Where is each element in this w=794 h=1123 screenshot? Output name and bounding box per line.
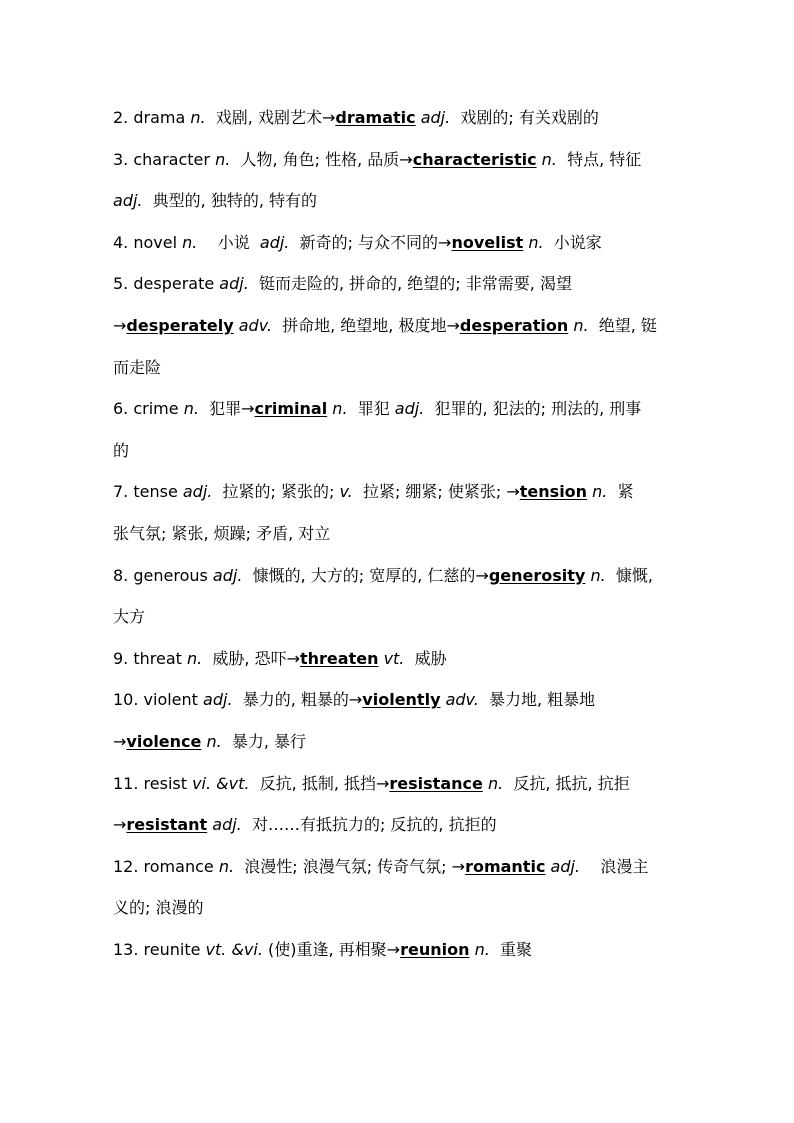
part-of-speech: n. xyxy=(182,232,198,252)
part-of-speech: adj. xyxy=(113,191,143,211)
part-of-speech: n. xyxy=(215,149,231,169)
text-segment: 小说 xyxy=(197,232,260,252)
text-segment: → xyxy=(113,815,127,835)
derived-word: generosity xyxy=(488,565,586,585)
text-segment: 暴力地, 粗暴地 xyxy=(478,690,596,710)
text-line xyxy=(113,887,693,929)
text-segment: 9. threat xyxy=(113,648,187,668)
text-line xyxy=(113,430,693,472)
part-of-speech: adj. xyxy=(550,856,581,876)
text-segment: 而走险 xyxy=(113,357,162,377)
text-segment: 小说家 xyxy=(543,232,602,252)
text-segment: 4. novel xyxy=(113,232,183,252)
text-segment: 浪漫主 xyxy=(580,856,649,876)
text-segment: 罪犯 xyxy=(347,399,395,419)
text-segment: 铤而走险的, 拼命的, 绝望的; 非常需要, 渴望 xyxy=(248,274,572,294)
part-of-speech: adj. xyxy=(203,690,233,710)
derived-word: violently xyxy=(362,690,441,710)
text-line xyxy=(113,596,693,638)
part-of-speech: n. xyxy=(183,399,199,419)
part-of-speech: n. xyxy=(573,315,589,335)
text-segment: 紧 xyxy=(607,482,634,502)
vocabulary-list xyxy=(113,97,693,970)
text-line xyxy=(113,347,693,389)
part-of-speech: vt. &vi. xyxy=(205,939,263,959)
part-of-speech: adj. xyxy=(212,815,242,835)
derived-word: criminal xyxy=(254,399,328,419)
text-segment: 大方 xyxy=(113,607,146,627)
text-line xyxy=(113,513,693,555)
text-segment: 慷慨的, 大方的; 宽厚的, 仁慈的→ xyxy=(242,565,489,585)
text-segment: 11. resist xyxy=(113,773,193,793)
text-line xyxy=(113,804,693,846)
part-of-speech: n. xyxy=(187,648,203,668)
derived-word: characteristic xyxy=(412,149,537,169)
text-line xyxy=(113,929,693,971)
text-segment: 犯罪的, 犯法的; 刑法的, 刑事 xyxy=(424,399,642,419)
text-segment: 威胁, 恐吓→ xyxy=(202,648,300,668)
part-of-speech: adj. xyxy=(212,565,243,585)
text-line xyxy=(113,139,693,181)
text-line xyxy=(113,222,693,264)
text-segment: → xyxy=(113,315,127,335)
text-segment: 义的; 浪漫的 xyxy=(113,898,204,918)
part-of-speech: n. xyxy=(206,731,222,751)
part-of-speech: adj. xyxy=(182,482,213,502)
text-line xyxy=(113,263,693,305)
text-segment: 13. reunite xyxy=(113,939,206,959)
part-of-speech: n. xyxy=(474,939,490,959)
text-segment: 2. drama xyxy=(113,108,191,127)
text-segment: 拉紧的; 紧张的; xyxy=(212,482,340,502)
text-segment: 拉紧; 绷紧; 使紧张; → xyxy=(352,482,520,502)
text-segment: 戏剧, 戏剧艺术→ xyxy=(205,108,336,127)
text-segment: 反抗, 抵制, 抵挡→ xyxy=(249,773,390,793)
text-line xyxy=(113,471,693,513)
derived-word: threaten xyxy=(300,648,379,668)
part-of-speech: adj. xyxy=(394,399,425,419)
text-segment: 5. desperate xyxy=(113,274,220,294)
part-of-speech: adv. xyxy=(238,315,272,335)
text-segment: 张气氛; 紧张, 烦躁; 矛盾, 对立 xyxy=(113,523,331,543)
text-segment: → xyxy=(113,731,127,751)
text-segment: 3. character xyxy=(113,149,216,169)
part-of-speech: vt. xyxy=(383,648,405,668)
text-line xyxy=(113,388,693,430)
derived-word: romantic xyxy=(465,856,546,876)
text-segment: 暴力的, 粗暴的→ xyxy=(232,690,363,710)
part-of-speech: n. xyxy=(332,399,348,419)
text-segment: 对……有抵抗力的; 反抗的, 抗拒的 xyxy=(241,815,497,835)
text-segment: 8. generous xyxy=(113,565,213,585)
text-line xyxy=(113,679,693,721)
part-of-speech: n. xyxy=(592,482,608,502)
text-line xyxy=(113,180,693,222)
text-line xyxy=(113,305,693,347)
derived-word: reunion xyxy=(400,939,470,959)
text-segment: 慷慨, xyxy=(605,565,653,585)
part-of-speech: n. xyxy=(590,565,606,585)
text-segment: 暴力, 暴行 xyxy=(221,731,307,751)
text-segment: 拼命地, 绝望地, 极度地→ xyxy=(271,315,460,335)
text-segment: 10. violent xyxy=(113,690,204,710)
text-segment: 的 xyxy=(113,440,130,460)
text-segment: 戏剧的; 有关戏剧的 xyxy=(450,108,599,127)
derived-word: dramatic xyxy=(335,108,416,127)
derived-word: tension xyxy=(519,482,588,502)
text-line xyxy=(113,638,693,680)
part-of-speech: vi. &vt. xyxy=(192,773,250,793)
derived-word: desperation xyxy=(459,315,569,335)
part-of-speech: n. xyxy=(218,856,235,876)
part-of-speech: n. xyxy=(190,108,206,127)
part-of-speech: adj. xyxy=(219,274,249,294)
text-segment: 人物, 角色; 性格, 品质→ xyxy=(230,149,413,169)
part-of-speech: adj. xyxy=(259,232,290,252)
text-line xyxy=(113,721,693,763)
part-of-speech: n. xyxy=(528,232,544,252)
part-of-speech: adv. xyxy=(445,690,479,710)
text-segment: 12. romance xyxy=(113,856,219,876)
text-segment: 绝望, 铤 xyxy=(588,315,657,335)
derived-word: novelist xyxy=(451,232,524,252)
part-of-speech: n. xyxy=(487,773,504,793)
text-segment: 典型的, 独特的, 特有的 xyxy=(142,191,318,211)
derived-word: resistant xyxy=(126,815,208,835)
text-segment: 新奇的; 与众不同的→ xyxy=(289,232,452,252)
derived-word: violence xyxy=(126,731,202,751)
text-line xyxy=(113,846,693,888)
text-line xyxy=(113,555,693,597)
part-of-speech: adj. xyxy=(420,108,451,127)
text-segment: 7. tense xyxy=(113,482,183,502)
derived-word: resistance xyxy=(389,773,483,793)
part-of-speech: n. xyxy=(541,149,557,169)
text-line xyxy=(113,97,693,139)
text-line xyxy=(113,763,693,805)
text-segment: 6. crime xyxy=(113,399,184,419)
text-segment: 浪漫性; 浪漫气氛; 传奇气氛; → xyxy=(234,856,466,876)
text-segment: 威胁 xyxy=(404,648,447,668)
text-segment: 反抗, 抵抗, 抗拒 xyxy=(503,773,630,793)
derived-word: desperately xyxy=(126,315,234,335)
part-of-speech: v. xyxy=(339,482,353,502)
text-segment: 重聚 xyxy=(489,939,532,959)
text-segment: 特点, 特征 xyxy=(556,149,642,169)
text-segment: 犯罪→ xyxy=(198,399,255,419)
text-segment: (使)重逢, 再相聚→ xyxy=(262,939,401,959)
